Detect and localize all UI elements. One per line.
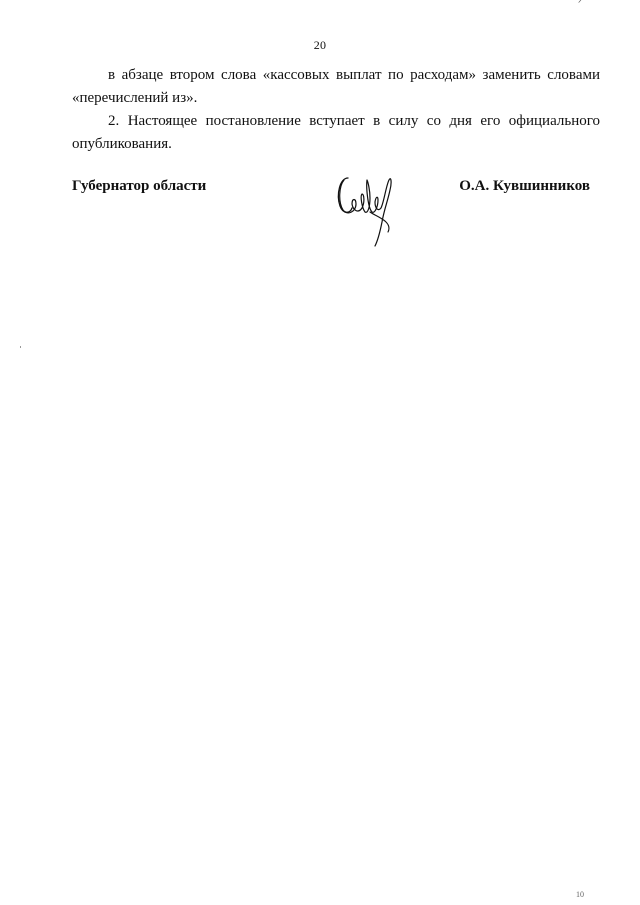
corner-mark: ᐟ [578, 0, 582, 8]
scan-speck [20, 346, 21, 348]
bottom-corner-mark: 10 [576, 890, 584, 899]
paragraph-line: «перечислений из». [72, 90, 198, 106]
handwritten-signature [334, 172, 404, 252]
paragraph-effective-date [72, 110, 600, 156]
paragraph-line: 2. Настоящее постановление вступает в силу со дня его официального [108, 113, 600, 129]
page-number: 20 [313, 38, 327, 52]
paragraph-line: опубликования. [72, 136, 172, 152]
paragraph-line: в абзаце втором слова «кассовых выплат по расходам» заменить словами [108, 67, 600, 83]
signatory-position: Губернатор области [72, 178, 207, 194]
paragraph-amendment [72, 64, 600, 110]
signature-block [72, 172, 600, 262]
signatory-name: О.А. Кувшинников [459, 178, 590, 194]
